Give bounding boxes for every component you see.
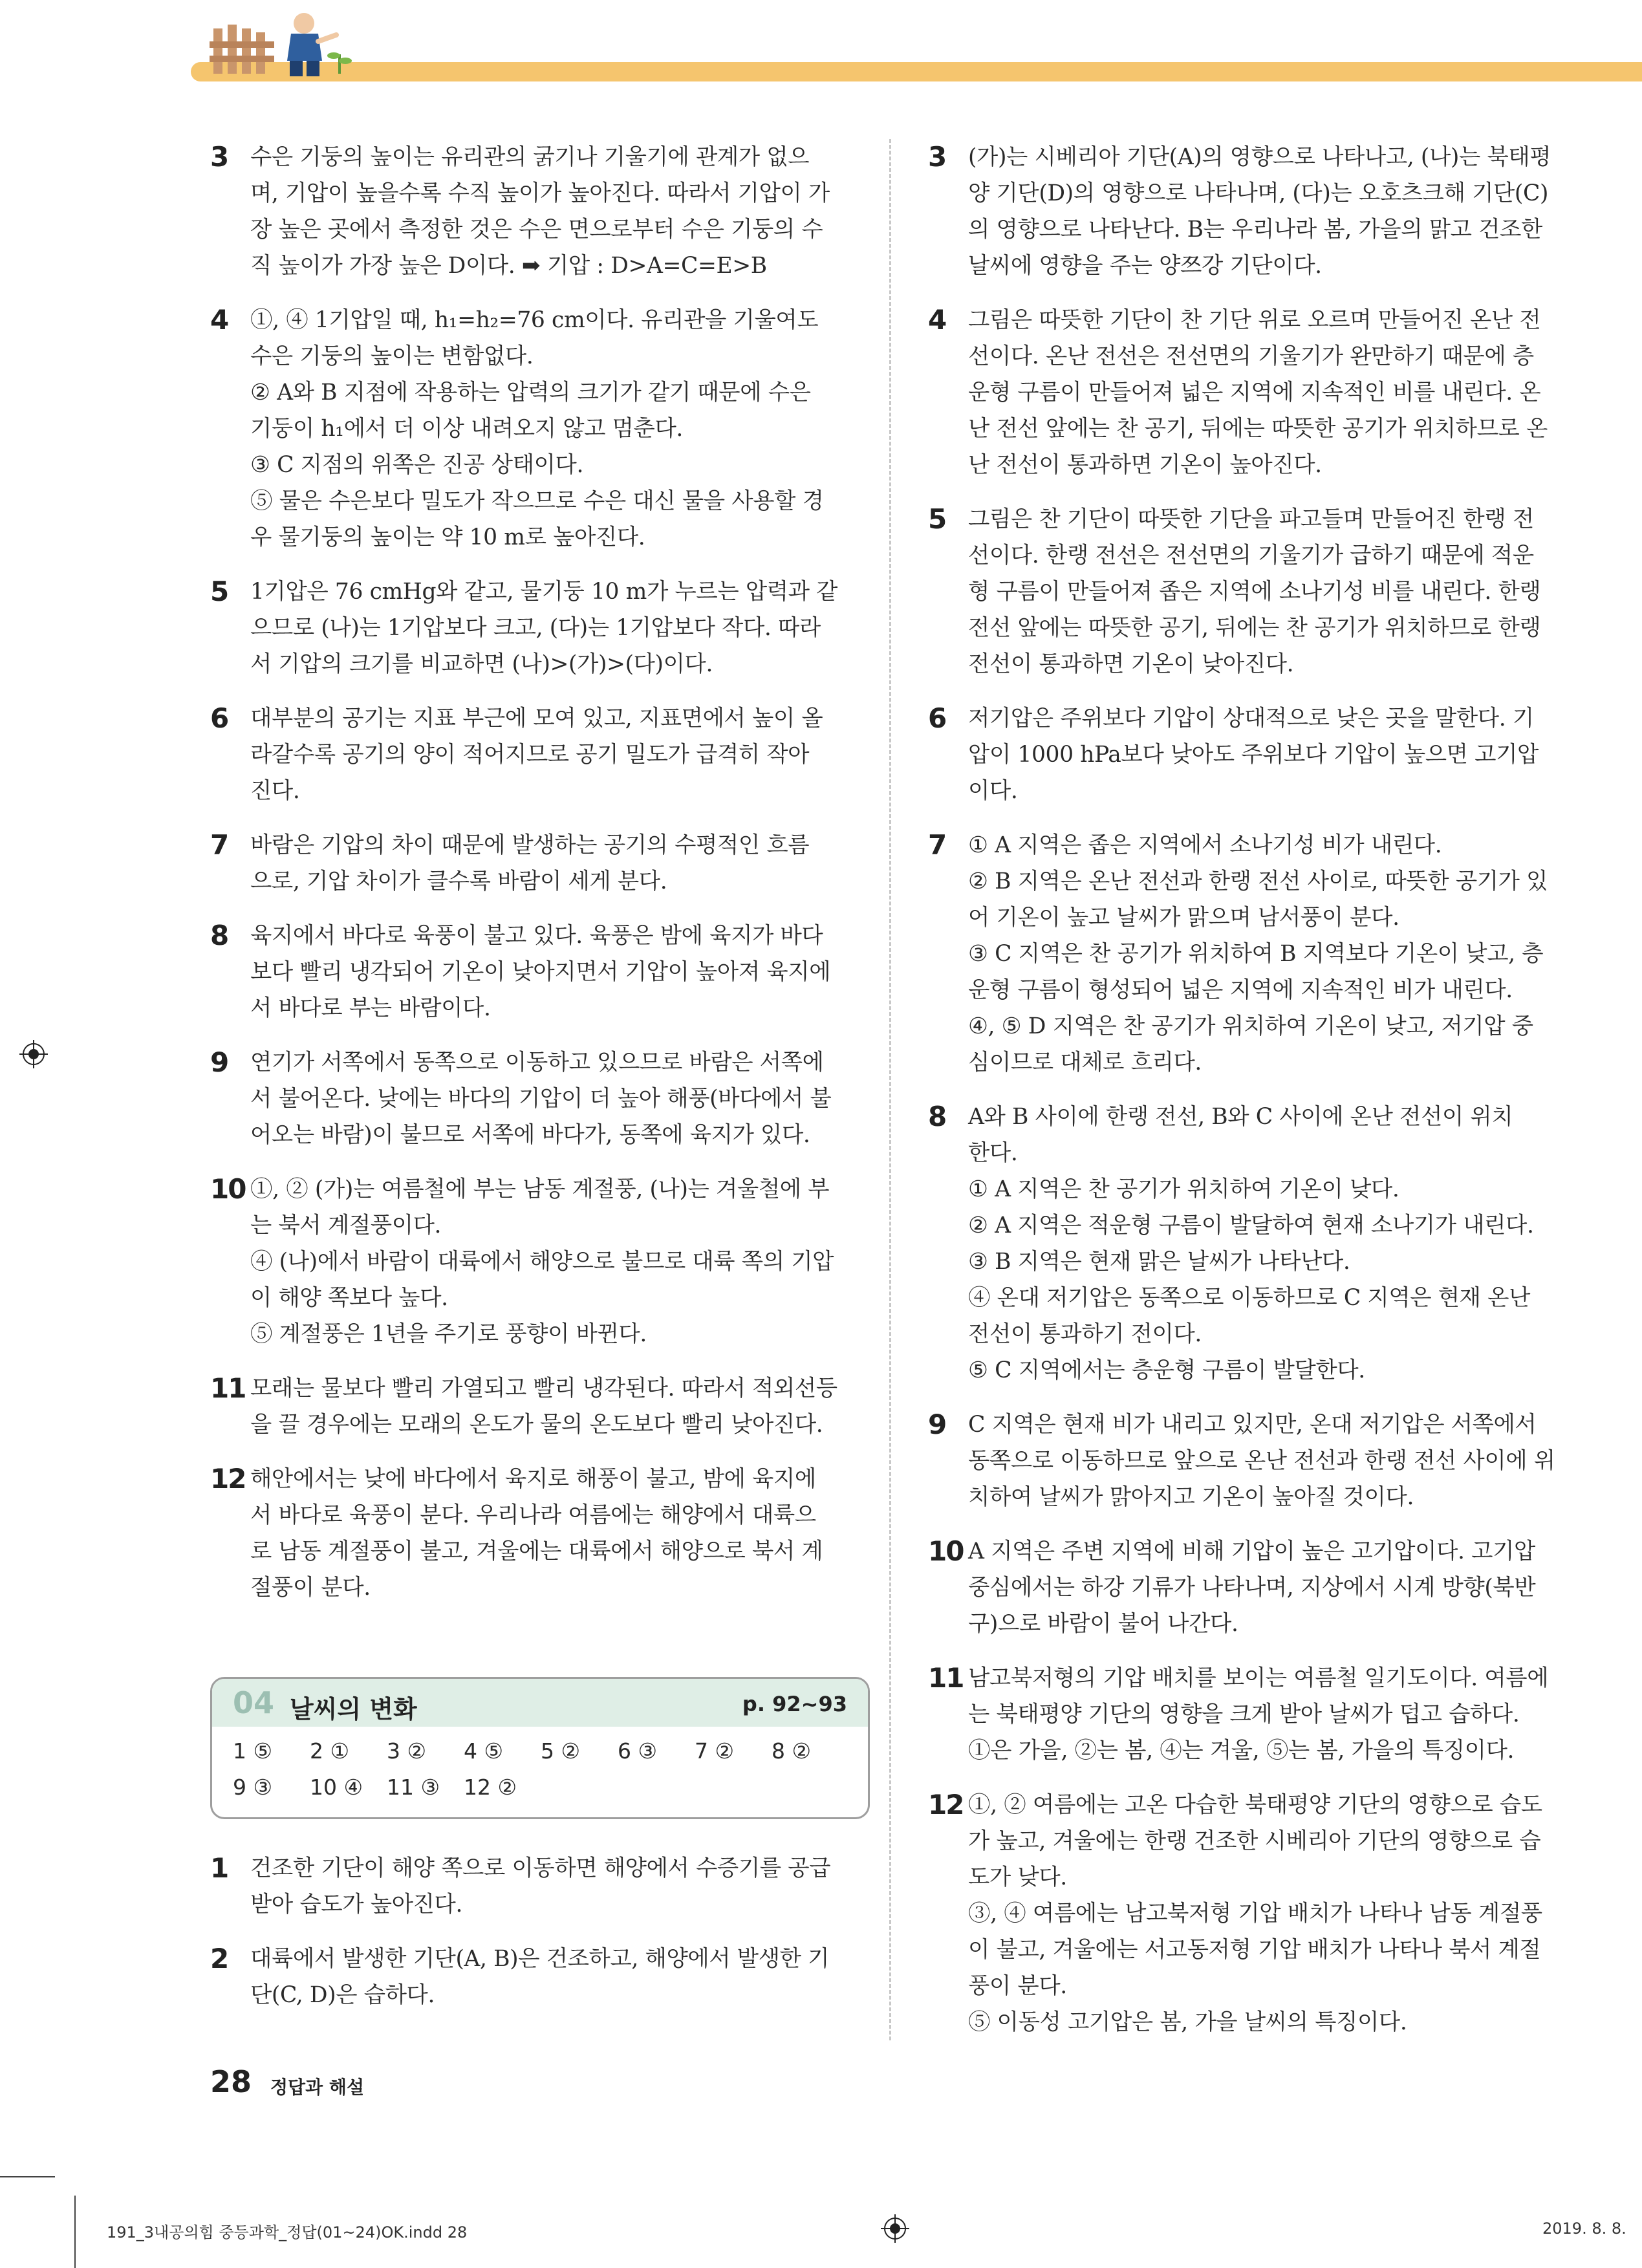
answer-explanation-item	[210, 700, 870, 809]
item-number: 7	[928, 829, 946, 861]
item-number: 2	[210, 1943, 228, 1974]
explanation-line: ③ B 지역은 현재 맑은 날씨가 나타난다.	[968, 1249, 1350, 1275]
explanation-line: 동쪽으로 이동하므로 앞으로 온난 전선과 한랭 전선 사이에 위	[968, 1448, 1555, 1474]
explanation-line: 이다.	[968, 778, 1018, 804]
answer-explanation-item	[210, 139, 870, 284]
explanation-line: 심이므로 대체로 흐리다.	[968, 1050, 1202, 1075]
explanation-line: 서 바다로 육풍이 분다. 우리나라 여름에는 해양에서 대륙으	[250, 1502, 816, 1528]
explanation-line: 라갈수록 공기의 양이 적어지므로 공기 밀도가 급격히 작아	[250, 742, 810, 768]
right-items-list	[928, 139, 1588, 2040]
answer-explanation-item	[928, 827, 1588, 1081]
explanation-line: 1기압은 76 cmHg와 같고, 물기둥 10 m가 누르는 압력과 같	[250, 579, 838, 605]
explanation-line: 장 높은 곳에서 측정한 것은 수은 면으로부터 수은 기둥의 수	[250, 217, 823, 243]
explanation-line: 대륙에서 발생한 기단(A, B)은 건조하고, 해양에서 발생한 기	[250, 1946, 830, 1972]
registration-mark-icon	[19, 1040, 48, 1068]
answer-row-2	[233, 1769, 868, 1806]
explanation-line: 어오는 바람)이 불므로 서쪽에 바다가, 동쪽에 육지가 있다.	[250, 1122, 810, 1148]
page-label: 정답과 해설	[270, 2077, 364, 2098]
explanation-line: 전선 앞에는 따뜻한 공기, 뒤에는 찬 공기가 위치하므로 한랭	[968, 615, 1541, 641]
explanation-line: ⑤ C 지역에서는 층운형 구름이 발달한다.	[968, 1357, 1365, 1383]
page-number: 28	[210, 2064, 252, 2099]
explanation-line: 서 바다로 부는 바람이다.	[250, 995, 491, 1021]
explanation-line: 전선이 통과하기 전이다.	[968, 1321, 1202, 1347]
left-items-list-2	[210, 1850, 870, 2013]
explanation-line: 이 해양 쪽보다 높다.	[250, 1285, 448, 1311]
explanation-line: 중심에서는 하강 기류가 나타나며, 지상에서 시계 방향(북반	[968, 1575, 1536, 1601]
item-number: 12	[210, 1463, 246, 1495]
answer-entry: 6 ③	[618, 1738, 658, 1764]
explanation-line: 서 기압의 크기를 비교하면 (나)>(가)>(다)이다.	[250, 651, 713, 677]
explanation-line: 선이다. 온난 전선은 전선면의 기울기가 완만하기 때문에 층	[968, 343, 1534, 369]
answer-explanation-item	[928, 139, 1588, 284]
explanation-line: 풍이 분다.	[968, 1973, 1067, 1999]
explanation-line: 그림은 따뜻한 기단이 찬 기단 위로 오르며 만들어진 온난 전	[968, 307, 1541, 333]
explanation-line: ③, ④ 여름에는 남고북저형 기압 배치가 나타나 남동 계절풍	[968, 1901, 1542, 1927]
explanation-line: 우 물기둥의 높이는 약 10 m로 높아진다.	[250, 524, 645, 550]
explanation-line: 치하여 날씨가 맑아지고 기온이 높아질 것이다.	[968, 1484, 1414, 1510]
item-number: 4	[210, 304, 228, 336]
explanation-line: 운형 구름이 만들어져 넓은 지역에 지속적인 비를 내린다. 온	[968, 380, 1541, 405]
explanation-line: 의 영향으로 나타난다. B는 우리나라 봄, 가을의 맑고 건조한	[968, 217, 1542, 243]
explanation-line: 으므로 (나)는 1기압보다 크고, (다)는 1기압보다 작다. 따라	[250, 615, 821, 641]
answer-explanation-item	[210, 574, 870, 682]
explanation-line: 을 끌 경우에는 모래의 온도가 물의 온도보다 빨리 낮아진다.	[250, 1412, 823, 1438]
explanation-line: 수은 기둥의 높이는 유리관의 굵기나 기울기에 관계가 없으	[250, 144, 810, 170]
item-number: 11	[210, 1372, 246, 1404]
answer-explanation-item	[928, 1660, 1588, 1769]
explanation-line: ④ 온대 저기압은 동쪽으로 이동하므로 C 지역은 현재 온난	[968, 1285, 1531, 1311]
explanation-line: ①, ② (가)는 여름철에 부는 남동 계절풍, (나)는 겨울철에 부	[250, 1176, 830, 1202]
item-number: 5	[928, 503, 946, 535]
answer-entry: 2 ①	[310, 1738, 350, 1764]
crop-mark	[74, 2196, 76, 2268]
item-number: 4	[928, 304, 946, 336]
column-divider	[889, 139, 891, 2040]
item-number: 8	[928, 1101, 946, 1132]
explanation-line: 저기압은 주위보다 기압이 상대적으로 낮은 곳을 말한다. 기	[968, 706, 1534, 731]
explanation-line: 난 전선이 통과하면 기온이 높아진다.	[968, 452, 1322, 478]
header-bar	[191, 62, 1642, 81]
answer-entry: 12 ②	[464, 1775, 517, 1800]
explanation-line: 도가 낮다.	[968, 1864, 1067, 1890]
explanation-line: 이 불고, 겨울에는 서고동저형 기압 배치가 나타나 북서 계절	[968, 1937, 1541, 1963]
explanation-line: ① A 지역은 좁은 지역에서 소나기성 비가 내린다.	[968, 832, 1442, 858]
item-number: 10	[928, 1535, 964, 1567]
explanation-line: 기둥이 h₁에서 더 이상 내려오지 않고 멈춘다.	[250, 416, 683, 442]
answer-explanation-item	[928, 1787, 1588, 2040]
answer-explanation-item	[210, 1941, 870, 2013]
answer-explanation-item	[928, 1099, 1588, 1388]
explanation-line: 직 높이가 가장 높은 D이다. ➡ 기압 : D>A=C=E>B	[250, 253, 767, 279]
explanation-line: 로 남동 계절풍이 불고, 겨울에는 대륙에서 해양으로 북서 계	[250, 1539, 823, 1564]
answer-explanation-item	[210, 302, 870, 556]
answer-explanation-item	[928, 501, 1588, 682]
answer-explanation-item	[928, 700, 1588, 809]
item-number: 11	[928, 1662, 964, 1694]
explanation-line: 난 전선 앞에는 찬 공기, 뒤에는 따뜻한 공기가 위치하므로 온	[968, 416, 1548, 442]
explanation-line: 절풍이 분다.	[250, 1575, 371, 1601]
explanation-line: 는 북서 계절풍이다.	[250, 1213, 442, 1238]
explanation-line: 서 불어온다. 낮에는 바다의 기압이 더 높아 해풍(바다에서 불	[250, 1086, 832, 1112]
right-column	[928, 139, 1588, 2058]
answer-entry: 8 ②	[772, 1738, 812, 1764]
explanation-line: 단(C, D)은 습하다.	[250, 1982, 435, 2008]
answer-box-header	[212, 1679, 868, 1727]
explanation-line: 받아 습도가 높아진다.	[250, 1892, 463, 1917]
item-number: 6	[928, 702, 946, 734]
answer-entry: 1 ⑤	[233, 1738, 273, 1764]
item-number: 8	[210, 920, 228, 951]
explanation-line: 운형 구름이 형성되어 넓은 지역에 지속적인 비가 내린다.	[968, 977, 1513, 1003]
item-number: 10	[210, 1173, 246, 1205]
explanation-line: (가)는 시베리아 기단(A)의 영향으로 나타나고, (나)는 북태평	[968, 144, 1551, 170]
item-number: 9	[210, 1046, 228, 1078]
answer-entry: 4 ⑤	[464, 1738, 504, 1764]
explanation-line: ① A 지역은 찬 공기가 위치하여 기온이 낮다.	[968, 1176, 1399, 1202]
footer-date: 2019. 8. 8.	[1542, 2219, 1626, 2238]
answer-explanation-item	[928, 1407, 1588, 1515]
explanation-line: ⑤ 이동성 고기압은 봄, 가을 날씨의 특징이다.	[968, 2009, 1407, 2035]
item-number: 5	[210, 576, 228, 607]
explanation-line: ② A 지역은 적운형 구름이 발달하여 현재 소나기가 내린다.	[968, 1213, 1534, 1238]
page-range: p. 92~93	[742, 1692, 847, 1716]
answer-entry: 5 ②	[541, 1738, 581, 1764]
answer-explanation-item	[210, 918, 870, 1026]
answer-entry: 3 ②	[387, 1738, 427, 1764]
left-items-list	[210, 139, 870, 1606]
explanation-line: A 지역은 주변 지역에 비해 기압이 높은 고기압이다. 고기압	[968, 1539, 1535, 1564]
explanation-line: 대부분의 공기는 지표 부근에 모여 있고, 지표면에서 높이 올	[250, 706, 823, 731]
explanation-line: 선이다. 한랭 전선은 전선면의 기울기가 급하기 때문에 적운	[968, 543, 1534, 568]
explanation-line: 한다.	[968, 1140, 1018, 1166]
explanation-line: 며, 기압이 높을수록 수직 높이가 높아진다. 따라서 기압이 가	[250, 180, 830, 206]
explanation-line: ⑤ 물은 수은보다 밀도가 작으므로 수은 대신 물을 사용할 경	[250, 488, 824, 514]
explanation-line: 육지에서 바다로 육풍이 불고 있다. 육풍은 밤에 육지가 바다	[250, 923, 823, 949]
crop-mark	[0, 2176, 55, 2177]
explanation-line: 어 기온이 높고 날씨가 맑으며 남서풍이 분다.	[968, 905, 1399, 931]
explanation-line: ③ C 지점의 위쪽은 진공 상태이다.	[250, 452, 584, 478]
explanation-line: 연기가 서쪽에서 동쪽으로 이동하고 있으므로 바람은 서쪽에	[250, 1050, 824, 1075]
explanation-line: ③ C 지역은 찬 공기가 위치하여 B 지역보다 기온이 낮고, 층	[968, 941, 1544, 967]
item-number: 3	[928, 141, 946, 173]
explanation-line: ①, ④ 1기압일 때, h₁=h₂=76 cm이다. 유리관을 기울여도	[250, 307, 819, 333]
answer-key	[212, 1727, 868, 1817]
left-column	[210, 139, 870, 2031]
explanation-line: 바람은 기압의 차이 때문에 발생하는 공기의 수평적인 흐름	[250, 832, 810, 858]
answer-explanation-item	[210, 1171, 870, 1352]
unit-title: 날씨의 변화	[290, 1695, 417, 1723]
explanation-line: 남고북저형의 기압 배치를 보이는 여름철 일기도이다. 여름에	[968, 1665, 1549, 1691]
explanation-line: 그림은 찬 기단이 따뜻한 기단을 파고들며 만들어진 한랭 전	[968, 506, 1534, 532]
answer-explanation-item	[210, 827, 870, 900]
unit-number: 04	[233, 1685, 275, 1720]
item-number: 9	[928, 1409, 946, 1440]
explanation-line: 모래는 물보다 빨리 가열되고 빨리 냉각된다. 따라서 적외선등	[250, 1376, 837, 1401]
registration-mark-icon	[881, 2214, 909, 2243]
explanation-line: 건조한 기단이 해양 쪽으로 이동하면 해양에서 수증기를 공급	[250, 1855, 831, 1881]
explanation-line: ② A와 B 지점에 작용하는 압력의 크기가 같기 때문에 수은	[250, 380, 811, 405]
explanation-line: C 지역은 현재 비가 내리고 있지만, 온대 저기압은 서쪽에서	[968, 1412, 1537, 1438]
explanation-line: ①, ② 여름에는 고온 다습한 북태평양 기단의 영향으로 습도	[968, 1792, 1542, 1818]
explanation-line: 진다.	[250, 778, 300, 804]
answer-explanation-item	[928, 302, 1588, 483]
explanation-line: 보다 빨리 냉각되어 기온이 낮아지면서 기압이 높아져 육지에	[250, 959, 831, 985]
explanation-line: 수은 기둥의 높이는 변함없다.	[250, 343, 534, 369]
explanation-line: 압이 1000 hPa보다 낮아도 주위보다 기압이 높으면 고기압	[968, 742, 1539, 768]
gardener-illustration	[207, 9, 356, 80]
explanation-line: ⑤ 계절풍은 1년을 주기로 풍향이 바뀐다.	[250, 1321, 647, 1347]
item-number: 7	[210, 829, 228, 861]
item-number: 3	[210, 141, 228, 173]
answer-explanation-item	[210, 1850, 870, 1923]
answer-entry: 9 ③	[233, 1775, 273, 1800]
explanation-line: ② B 지역은 온난 전선과 한랭 전선 사이로, 따뜻한 공기가 있	[968, 869, 1548, 894]
explanation-line: 해안에서는 낮에 바다에서 육지로 해풍이 불고, 밤에 육지에	[250, 1466, 816, 1492]
answer-row-1	[233, 1733, 868, 1769]
explanation-line: 구)으로 바람이 불어 나간다.	[968, 1611, 1238, 1637]
explanation-line: 가 높고, 겨울에는 한랭 건조한 시베리아 기단의 영향으로 습	[968, 1828, 1541, 1854]
answer-explanation-item	[210, 1370, 870, 1443]
explanation-line: ④, ⑤ D 지역은 찬 공기가 위치하여 기온이 낮고, 저기압 중	[968, 1013, 1533, 1039]
answer-box	[210, 1677, 870, 1819]
answer-entry: 10 ④	[310, 1775, 363, 1800]
explanation-line: 형 구름이 만들어져 좁은 지역에 소나기성 비를 내린다. 한랭	[968, 579, 1541, 605]
answer-explanation-item	[210, 1044, 870, 1153]
explanation-line: ④ (나)에서 바람이 대륙에서 해양으로 불므로 대륙 쪽의 기압	[250, 1249, 834, 1275]
footer-file-name: 191_3내공의힘 중등과학_정답(01~24)OK.indd 28	[107, 2223, 468, 2241]
answer-explanation-item	[210, 1461, 870, 1606]
explanation-line: 양 기단(D)의 영향으로 나타나며, (다)는 오호츠크해 기단(C)	[968, 180, 1549, 206]
item-number: 1	[210, 1852, 228, 1884]
explanation-line: 전선이 통과하면 기온이 낮아진다.	[968, 651, 1294, 677]
explanation-line: 으로, 기압 차이가 클수록 바람이 세게 분다.	[250, 869, 667, 894]
item-number: 12	[928, 1789, 964, 1820]
explanation-line: 는 북태평양 기단의 영향을 크게 받아 날씨가 덥고 습하다.	[968, 1701, 1520, 1727]
explanation-line: ①은 가을, ②는 봄, ④는 겨울, ⑤는 봄, 가을의 특징이다.	[968, 1738, 1515, 1764]
explanation-line: A와 B 사이에 한랭 전선, B와 C 사이에 온난 전선이 위치	[968, 1104, 1513, 1130]
answer-explanation-item	[928, 1533, 1588, 1642]
answer-entry: 7 ②	[695, 1738, 735, 1764]
answer-entry: 11 ③	[387, 1775, 440, 1800]
item-number: 6	[210, 702, 228, 734]
explanation-line: 날씨에 영향을 주는 양쯔강 기단이다.	[968, 253, 1322, 279]
